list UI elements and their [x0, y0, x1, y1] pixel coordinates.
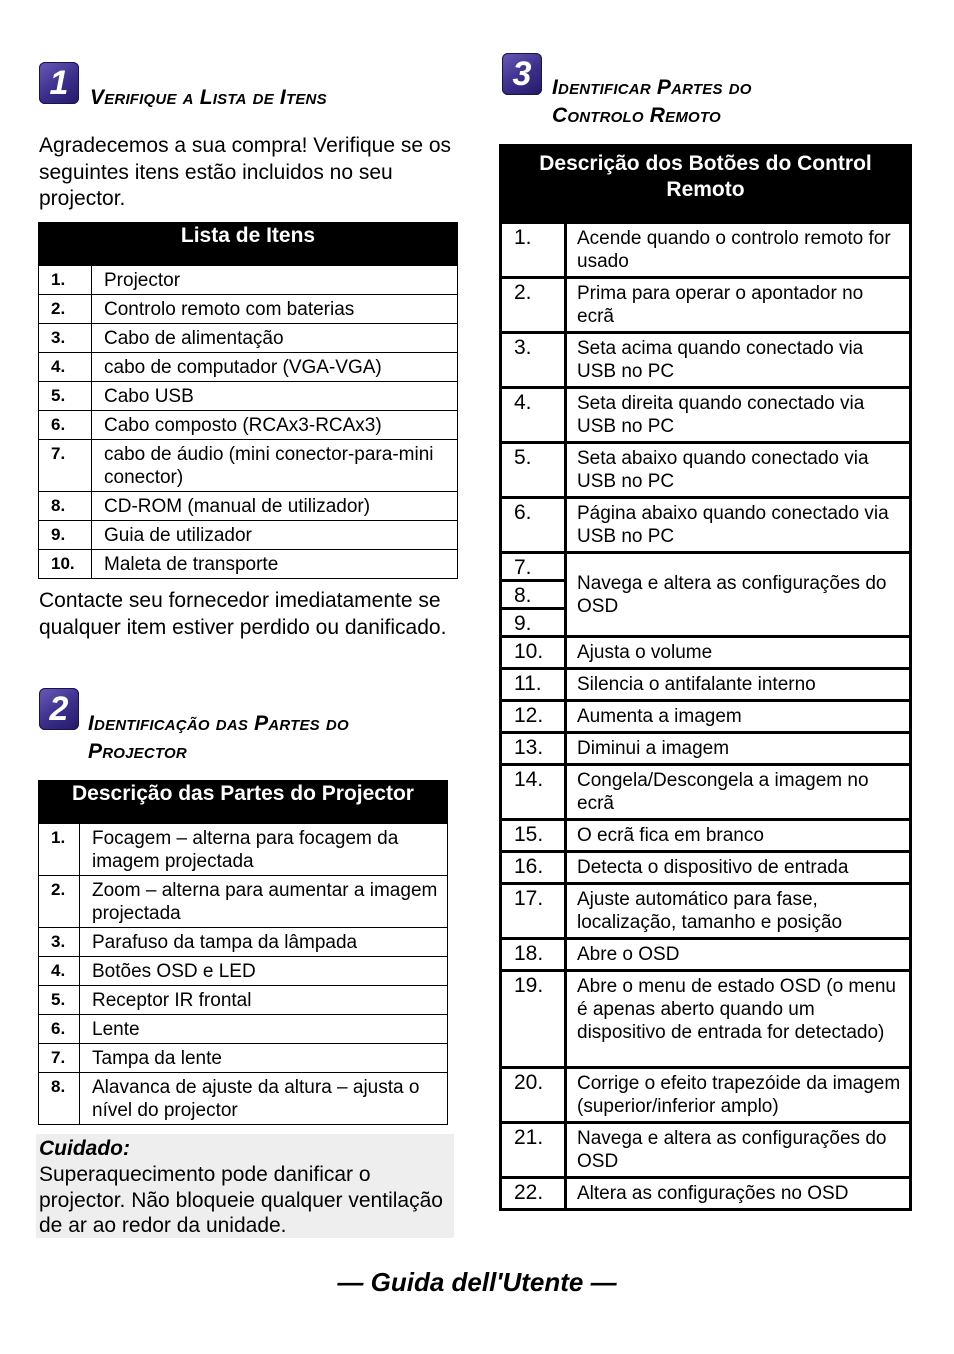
table-row: 6. Página abaixo quando conectado via USB no PC	[501, 498, 911, 553]
table-row: 16. Detecta o dispositivo de entrada	[501, 852, 911, 884]
table-row: 3. Parafuso da tampa da lâmpada	[39, 928, 448, 957]
projector-parts-table	[38, 780, 448, 1125]
table-row: 10. Ajusta o volume	[501, 637, 911, 669]
table-row: 8. CD-ROM (manual de utilizador)	[39, 492, 458, 521]
table-row: 12. Aumenta a imagem	[501, 701, 911, 733]
remote-buttons-table	[499, 144, 912, 1211]
table-row: 9. Guia de utilizador	[39, 521, 458, 550]
table-row: 5. Cabo USB	[39, 382, 458, 411]
table-row: 3. Seta acima quando conectado via USB no PC	[501, 333, 911, 388]
section-3-title-line1: Identificar Partes do	[552, 76, 752, 99]
table-row: 8.	[501, 581, 911, 609]
remote-buttons-header: Descrição dos Botões do Control Remoto	[501, 146, 911, 223]
section-2-title-line1: Identificação das Partes do	[88, 712, 349, 735]
section-2-title-line2: Projector	[88, 740, 187, 763]
section-3-title-line2: Controlo Remoto	[552, 104, 721, 127]
table-row: 7. Navega e altera as configurações do OSD	[501, 553, 911, 581]
table-row: 4. cabo de computador (VGA-VGA)	[39, 353, 458, 382]
table-row: 21. Navega e altera as configurações do OSD	[501, 1123, 911, 1178]
table-row: 17. Ajuste automático para fase, localização, tamanho e posição	[501, 884, 911, 939]
table-row: 4. Botões OSD e LED	[39, 957, 448, 986]
table-row: 5. Seta abaixo quando conectado via USB no PC	[501, 443, 911, 498]
table-row: 5. Receptor IR frontal	[39, 986, 448, 1015]
table-row: 9.	[501, 609, 911, 637]
table-row: 10. Maleta de transporte	[39, 550, 458, 579]
warning-title: Cuidado:	[39, 1137, 130, 1160]
table-row: 2. Controlo remoto com baterias	[39, 295, 458, 324]
table-row: 14. Congela/Descongela a imagem no ecrã	[501, 765, 911, 820]
section-1-contact: Contacte seu fornecedor imediatamente se qualquer item estiver perdido ou danificado.	[39, 589, 447, 639]
table-row: 7. cabo de áudio (mini conector-para-mini conector)	[39, 440, 458, 492]
items-list-header: Lista de Itens	[39, 223, 458, 266]
table-row: 18. Abre o OSD	[501, 939, 911, 971]
table-row: 22. Altera as configurações no OSD	[501, 1178, 911, 1210]
table-row: 1. Projector	[39, 266, 458, 295]
table-row: 2. Zoom – alterna para aumentar a imagem projectada	[39, 876, 448, 928]
table-row: 3. Cabo de alimentação	[39, 324, 458, 353]
section-3-badge: 3	[502, 53, 542, 95]
section-1-intro: Agradecemos a sua compra! Verifique se os seguintes itens estão incluidos no seu projector.	[39, 134, 452, 210]
table-row: 20. Corrige o efeito trapezóide da imagem (superior/inferior amplo)	[501, 1068, 911, 1123]
table-row: 13. Diminui a imagem	[501, 733, 911, 765]
table-row: 1. Focagem – alterna para focagem da imagem projectada	[39, 824, 448, 876]
section-2-badge: 2	[39, 688, 79, 730]
projector-parts-header: Descrição das Partes do Projector	[39, 781, 448, 824]
warning-box	[36, 1134, 454, 1238]
table-row: 11. Silencia o antifalante interno	[501, 669, 911, 701]
table-row: 2. Prima para operar o apontador no ecrã	[501, 278, 911, 333]
table-row: 1. Acende quando o controlo remoto for usado	[501, 223, 911, 278]
items-list-table	[38, 222, 458, 579]
table-row: 7. Tampa da lente	[39, 1044, 448, 1073]
table-row: 15. O ecrã fica em branco	[501, 820, 911, 852]
section-1-title: Verifique a Lista de Itens	[90, 86, 327, 109]
table-row: 6. Lente	[39, 1015, 448, 1044]
table-row: 19. Abre o menu de estado OSD (o menu é apenas aberto quando um dispositivo de entrada for detectado)	[501, 971, 911, 1068]
warning-text: Superaquecimento pode danificar o projector. Não bloqueie qualquer ventilação de ar ao redor da unidade.	[39, 1163, 443, 1237]
section-1-badge: 1	[39, 62, 79, 104]
table-row: 6. Cabo composto (RCAx3-RCAx3)	[39, 411, 458, 440]
page-footer: — Guida dell'Utente —	[337, 1267, 617, 1297]
table-row: 8. Alavanca de ajuste da altura – ajusta o nível do projector	[39, 1073, 448, 1125]
table-row: 4. Seta direita quando conectado via USB no PC	[501, 388, 911, 443]
